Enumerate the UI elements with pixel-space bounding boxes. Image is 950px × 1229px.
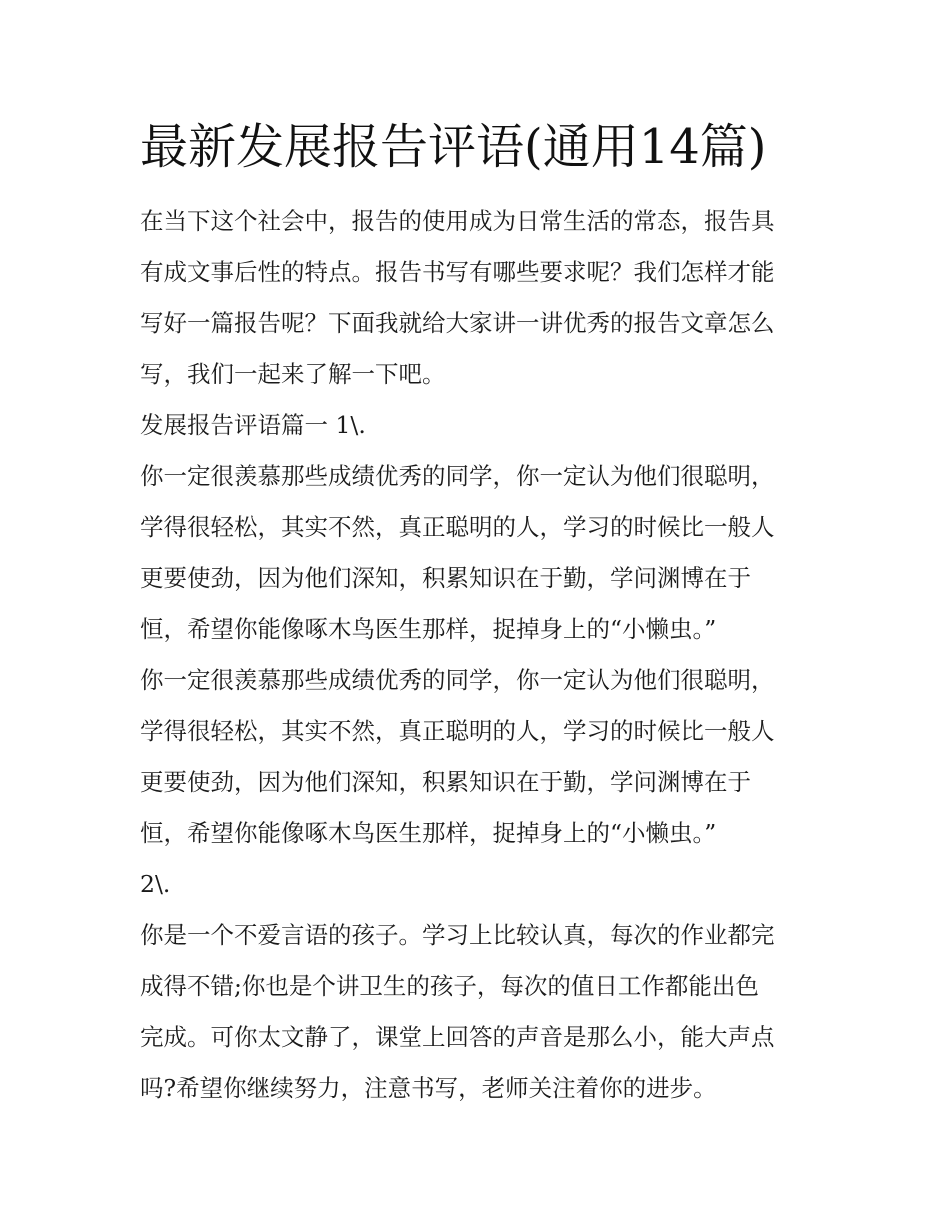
text-line: 成得不错;你也是个讲卫生的孩子，每次的值日工作都能出色 bbox=[140, 972, 759, 1000]
text-line: 恒，希望你能像啄木鸟医生那样，捉掉身上的“小懒虫。” bbox=[140, 819, 717, 847]
text-line: 恒，希望你能像啄木鸟医生那样，捉掉身上的“小懒虫。” bbox=[140, 615, 717, 643]
document-title: 最新发展报告评语(通用14篇) bbox=[140, 119, 767, 175]
text-line: 学得很轻松，其实不然，真正聪明的人，学习的时候比一般人 bbox=[140, 717, 775, 745]
text-line: 写好一篇报告呢？下面我就给大家讲一讲优秀的报告文章怎么 bbox=[140, 309, 775, 337]
text-line: 完成。可你太文静了，课堂上回答的声音是那么小，能大声点 bbox=[140, 1023, 775, 1051]
text-line: 有成文事后性的特点。报告书写有哪些要求呢？我们怎样才能 bbox=[140, 258, 775, 286]
section-heading: 发展报告评语篇一 1\. bbox=[140, 411, 366, 439]
text-line: 学得很轻松，其实不然，真正聪明的人，学习的时候比一般人 bbox=[140, 513, 775, 541]
text-line: 你一定很羡慕那些成绩优秀的同学，你一定认为他们很聪明， bbox=[140, 462, 775, 490]
text-line: 你是一个不爱言语的孩子。学习上比较认真，每次的作业都完 bbox=[140, 921, 775, 949]
document-body bbox=[140, 196, 820, 1114]
text-line: 在当下这个社会中，报告的使用成为日常生活的常态，报告具 bbox=[140, 207, 775, 235]
text-line: 更要使劲，因为他们深知，积累知识在于勤，学问渊博在于 bbox=[140, 768, 751, 796]
text-line: 写，我们一起来了解一下吧。 bbox=[140, 360, 446, 388]
text-line: 更要使劲，因为他们深知，积累知识在于勤，学问渊博在于 bbox=[140, 564, 751, 592]
text-line: 吗?希望你继续努力，注意书写，老师关注着你的进步。 bbox=[140, 1074, 717, 1102]
item-number: 2\. bbox=[140, 870, 171, 898]
text-line: 你一定很羡慕那些成绩优秀的同学，你一定认为他们很聪明， bbox=[140, 666, 775, 694]
